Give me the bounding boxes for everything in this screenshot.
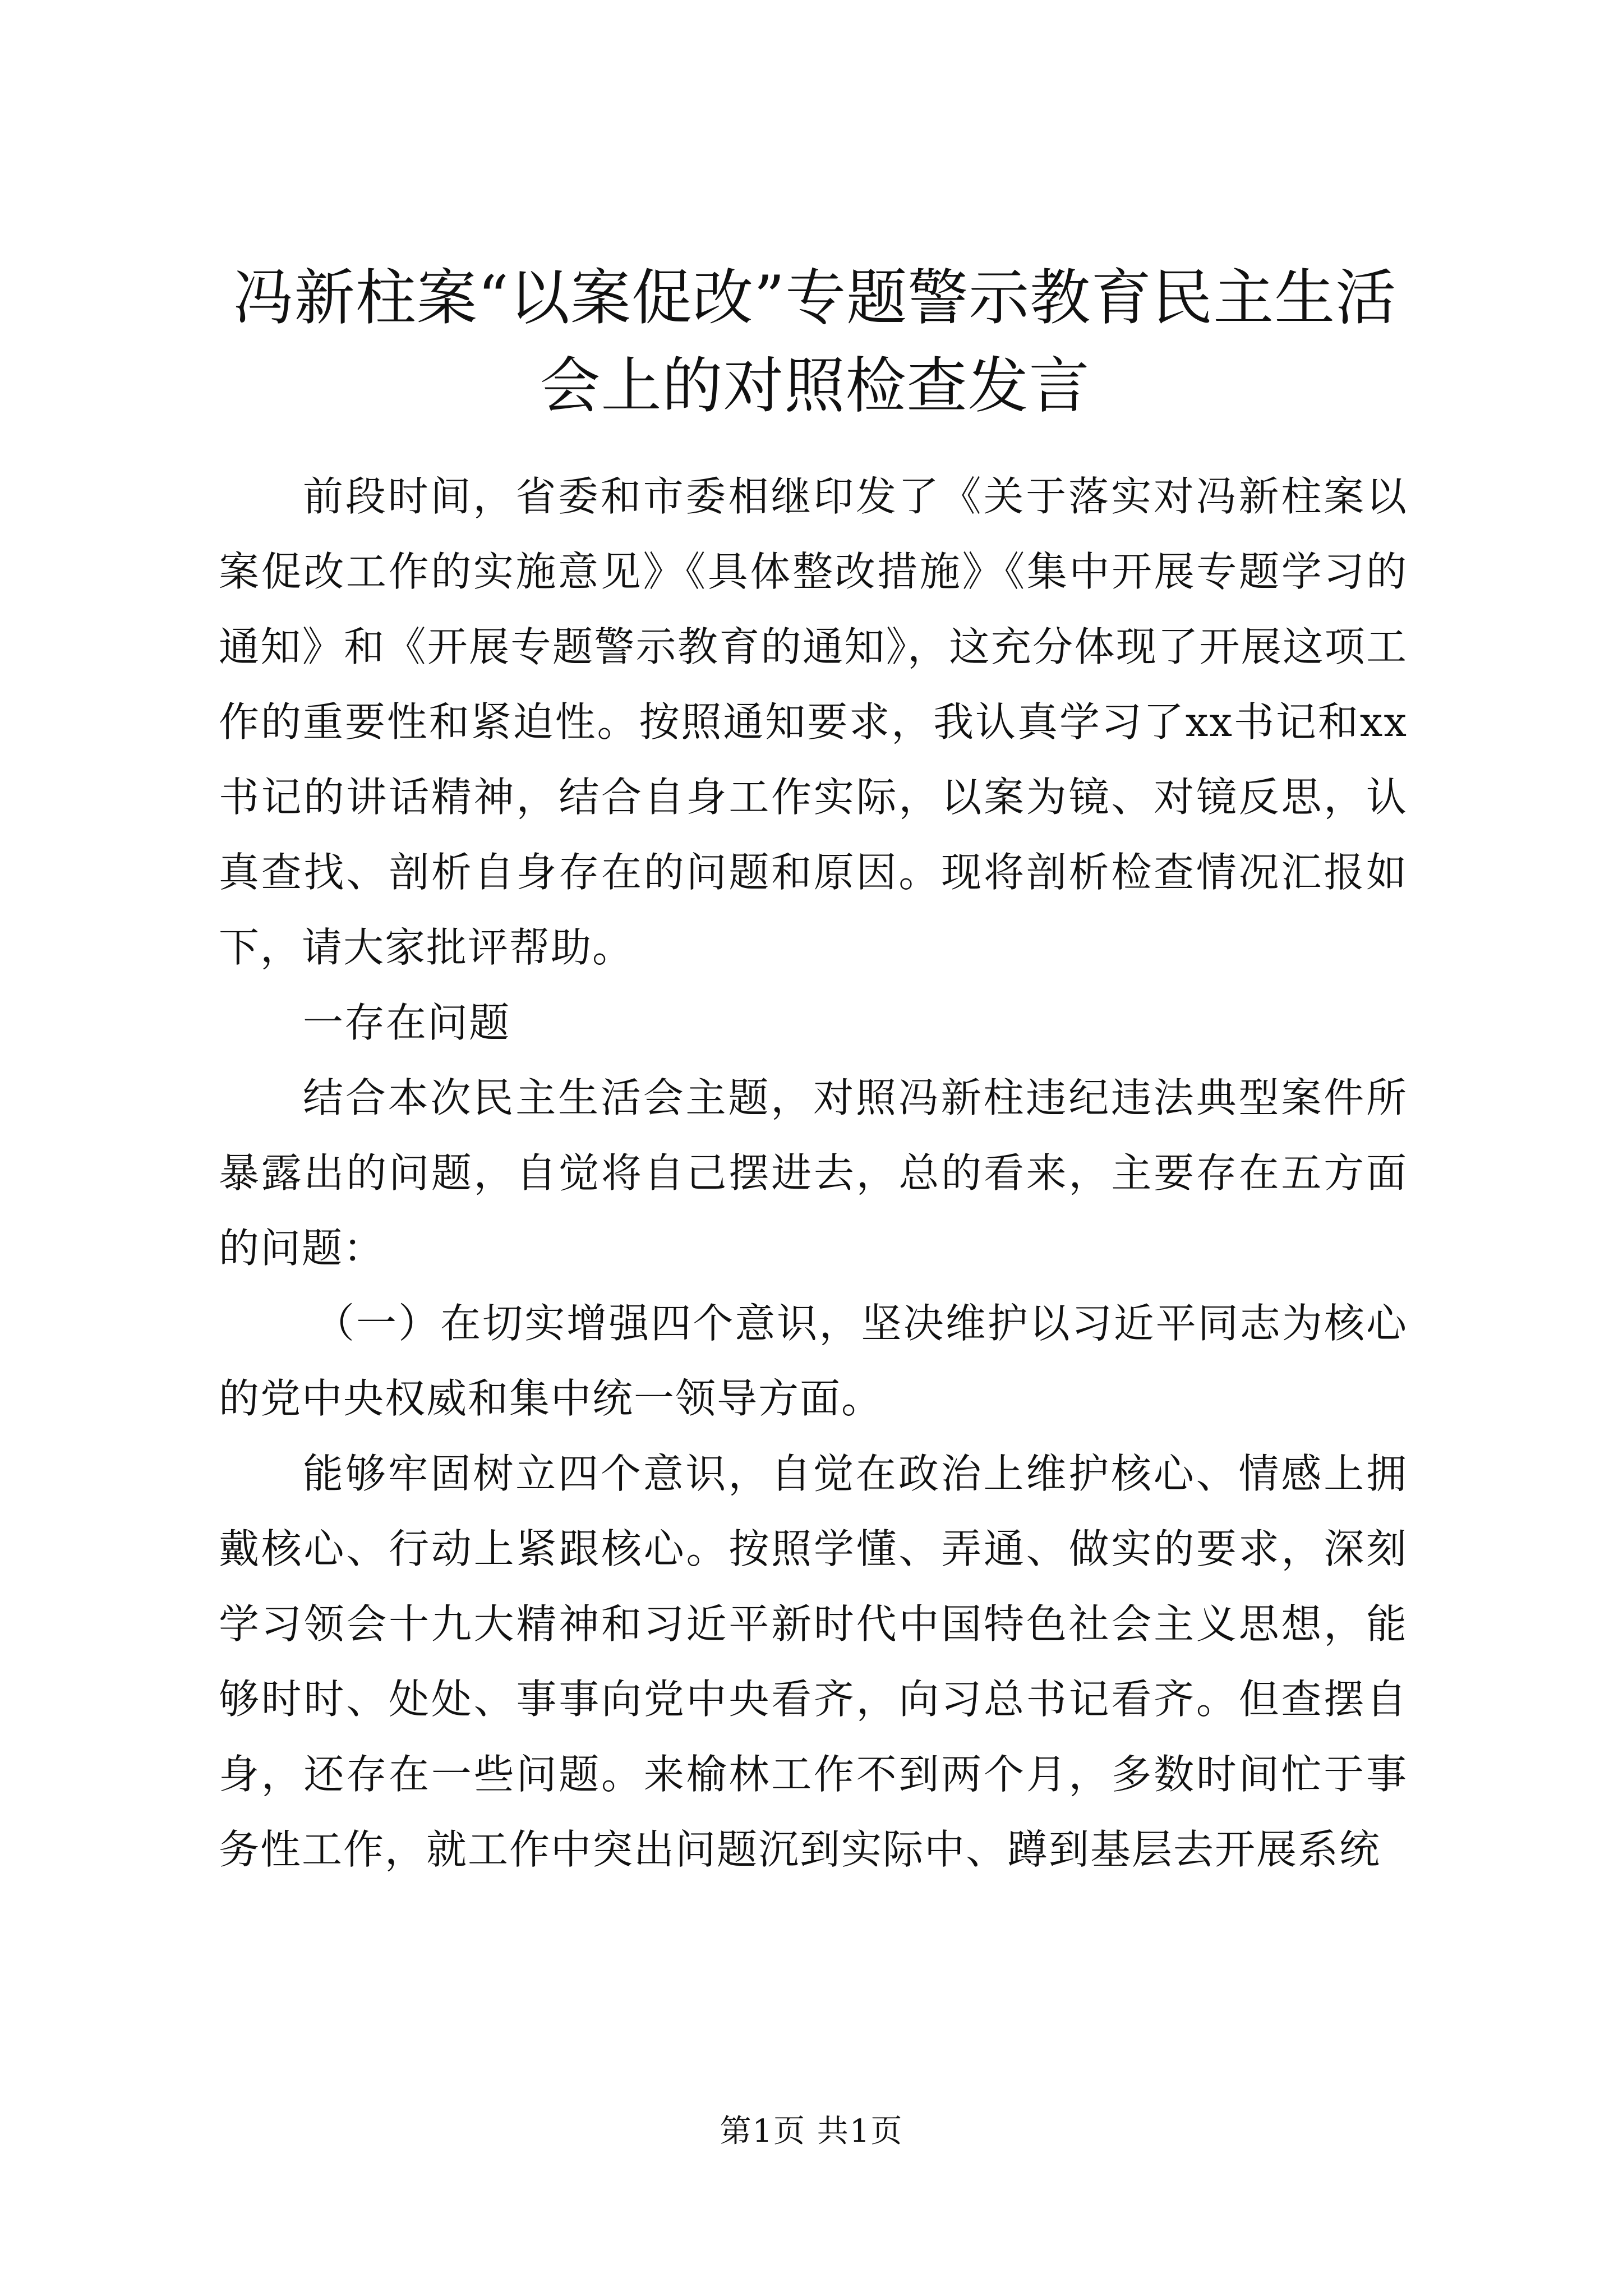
paragraph-summary: 结合本次民主生活会主题，对照冯新柱违纪违法典型案件所暴露出的问题，自觉将自己摆进去，总的看来，主要存在五方面的问题： — [219, 1074, 1408, 1272]
paragraph-intro: 前段时间，省委和市委相继印发了《关于落实对冯新柱案以案促改工作的实施意见》《具体整改措施》《集中开展专题学习的通知》和《开展专题警示教育的通知》，这充分体现了开展这项工作的重要性和紧迫性。按照通知要求，我认真学习了xx书记和xx书记的讲话精神，结合自身工作实际，以案为镜、对镜反思，认真查找、剖析自身存在的问题和原因。现将剖析检查情况汇报如下，请大家批评帮助。 — [219, 473, 1408, 971]
document-title: 冯新柱案“以案促改”专题警示教育民主生活会上的对照检查发言 — [233, 263, 1397, 421]
paragraph-detail: 能够牢固树立四个意识，自觉在政治上维护核心、情感上拥戴核心、行动上紧跟核心。按照学懂、弄通、做实的要求，深刻学习领会十九大精神和习近平新时代中国特色社会主义思想，能够时时、处处、事事向党中央看齐，向习总书记看齐。但查摆自身，还存在一些问题。来榆林工作不到两个月，多数时间忙于事务性工作，就工作中突出问题沉到实际中、蹲到基层去开展系统 — [219, 1450, 1408, 1873]
page-footer: 第1页 共1页 — [720, 2113, 903, 2150]
document-body — [219, 459, 1408, 1887]
section-heading-problems: 一存在问题 — [303, 999, 511, 1046]
list-item-one: （一）在切实增强四个意识，坚决维护以习近平同志为核心的党中央权威和集中统一领导方面。 — [219, 1300, 1408, 1422]
